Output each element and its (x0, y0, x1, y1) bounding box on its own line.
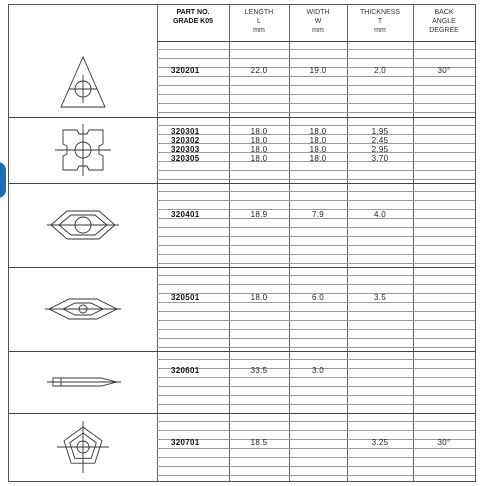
cell-angle: 30° (437, 66, 451, 75)
cell-thickness: 3.5 (373, 293, 387, 302)
triangle-insert-icon (43, 49, 123, 109)
row-rule (157, 191, 475, 192)
header-part-no (157, 5, 229, 41)
cell-angle (413, 136, 475, 145)
header-angle-line3: DEGREE (429, 27, 459, 34)
group-divider (9, 413, 475, 414)
cell-angle (413, 366, 475, 375)
row-rule (157, 103, 475, 104)
row-rule (157, 200, 475, 201)
cell-part: 320305 (171, 154, 200, 163)
header-thickness-line1: THICKNESS (359, 9, 401, 16)
cell-angle (413, 210, 475, 219)
cell-thickness: 2.95 (371, 145, 389, 154)
cell-part: 320601 (171, 366, 200, 375)
row-rule (157, 236, 475, 237)
cell-thickness: 2.45 (371, 136, 389, 145)
header-thickness (347, 5, 413, 41)
cell-length: 18.0 (250, 145, 268, 154)
row-rule (157, 179, 475, 180)
group-divider (9, 117, 475, 118)
row-rule (157, 302, 475, 303)
cell-thickness: 3.70 (371, 154, 389, 163)
row-rule (157, 112, 475, 113)
cell-angle (413, 145, 475, 154)
cell-width: 18.0 (309, 154, 327, 163)
header-angle-line1: BACK (434, 9, 454, 16)
cell-length: 33.5 (250, 366, 268, 375)
cell-part: 320301 (171, 127, 200, 136)
cell-angle (413, 293, 475, 302)
cell-part: 320303 (171, 145, 200, 154)
row-rule (157, 338, 475, 339)
cell-width: 6.0 (311, 293, 325, 302)
row-rule (157, 430, 475, 431)
pentagon-insert-icon (43, 416, 123, 476)
row-rule (157, 448, 475, 449)
row-rule (157, 329, 475, 330)
cell-length: 18.0 (250, 136, 268, 145)
row-rule (157, 254, 475, 255)
side-tab-marker (0, 162, 6, 198)
header-thickness-line3: mm (374, 27, 386, 34)
cell-angle (413, 127, 475, 136)
cell-length: 18.0 (250, 154, 268, 163)
cell-length: 18.9 (250, 210, 268, 219)
diamond-insert-icon (43, 279, 123, 339)
cell-length: 18.5 (250, 438, 268, 447)
row-rule (157, 49, 475, 50)
row-rule (157, 58, 475, 59)
cell-part: 320701 (171, 438, 200, 447)
row-rule (157, 245, 475, 246)
row-rule (157, 94, 475, 95)
pointed-rod-icon (43, 352, 123, 412)
row-rule (157, 85, 475, 86)
row-rule (157, 320, 475, 321)
cell-angle (413, 154, 475, 163)
row-rule (157, 457, 475, 458)
row-rule (157, 404, 475, 405)
header-length (229, 5, 289, 41)
cell-length: 18.0 (250, 127, 268, 136)
cell-part: 320401 (171, 210, 200, 219)
row-rule (157, 76, 475, 77)
cell-width: 18.0 (309, 145, 327, 154)
group-divider (9, 183, 475, 184)
row-rule (157, 377, 475, 378)
cell-thickness: 4.0 (373, 210, 387, 219)
row-rule (157, 284, 475, 285)
cell-width: 18.0 (309, 127, 327, 136)
cell-part: 320201 (171, 66, 200, 75)
cell-thickness: 2.0 (373, 66, 387, 75)
cell-width (289, 438, 347, 447)
row-rule (157, 227, 475, 228)
cell-width: 3.0 (311, 366, 325, 375)
group-divider (9, 267, 475, 268)
header-width-line3: mm (312, 27, 324, 34)
header-width-line1: WIDTH (306, 9, 330, 16)
header-angle-line2: ANGLE (432, 18, 456, 25)
row-rule (157, 466, 475, 467)
cell-width: 18.0 (309, 136, 327, 145)
header-part-line1: PART NO. (176, 9, 210, 16)
row-rule (157, 125, 475, 126)
parts-table (8, 4, 476, 482)
cell-angle: 30° (437, 438, 451, 447)
square-insert-icon (43, 120, 123, 180)
header-back-angle (413, 5, 475, 41)
cell-part: 320501 (171, 293, 200, 302)
cell-thickness: 1.95 (371, 127, 389, 136)
header-width (289, 5, 347, 41)
header-part-line2: GRADE K05 (172, 18, 214, 25)
header-width-line2: W (314, 18, 322, 25)
cell-width: 19.0 (309, 66, 327, 75)
cell-thickness (347, 366, 413, 375)
row-rule (157, 311, 475, 312)
row-rule (157, 347, 475, 348)
header-length-line3: mm (253, 27, 265, 34)
row-rule (157, 263, 475, 264)
cell-length: 22.0 (250, 66, 268, 75)
row-rule (157, 359, 475, 360)
header-length-line1: LENGTH (244, 9, 274, 16)
hexagon-insert-icon (43, 195, 123, 255)
cell-length: 18.0 (250, 293, 268, 302)
row-rule (157, 275, 475, 276)
row-rule (157, 395, 475, 396)
header-thickness-line2: T (377, 18, 383, 25)
header-divider (157, 41, 475, 42)
cell-width: 7.9 (311, 210, 325, 219)
header-length-line2: L (257, 18, 261, 25)
row-rule (157, 386, 475, 387)
row-rule (157, 421, 475, 422)
row-rule (157, 475, 475, 476)
row-rule (157, 170, 475, 171)
cell-thickness: 3.25 (371, 438, 389, 447)
cell-part: 320302 (171, 136, 200, 145)
